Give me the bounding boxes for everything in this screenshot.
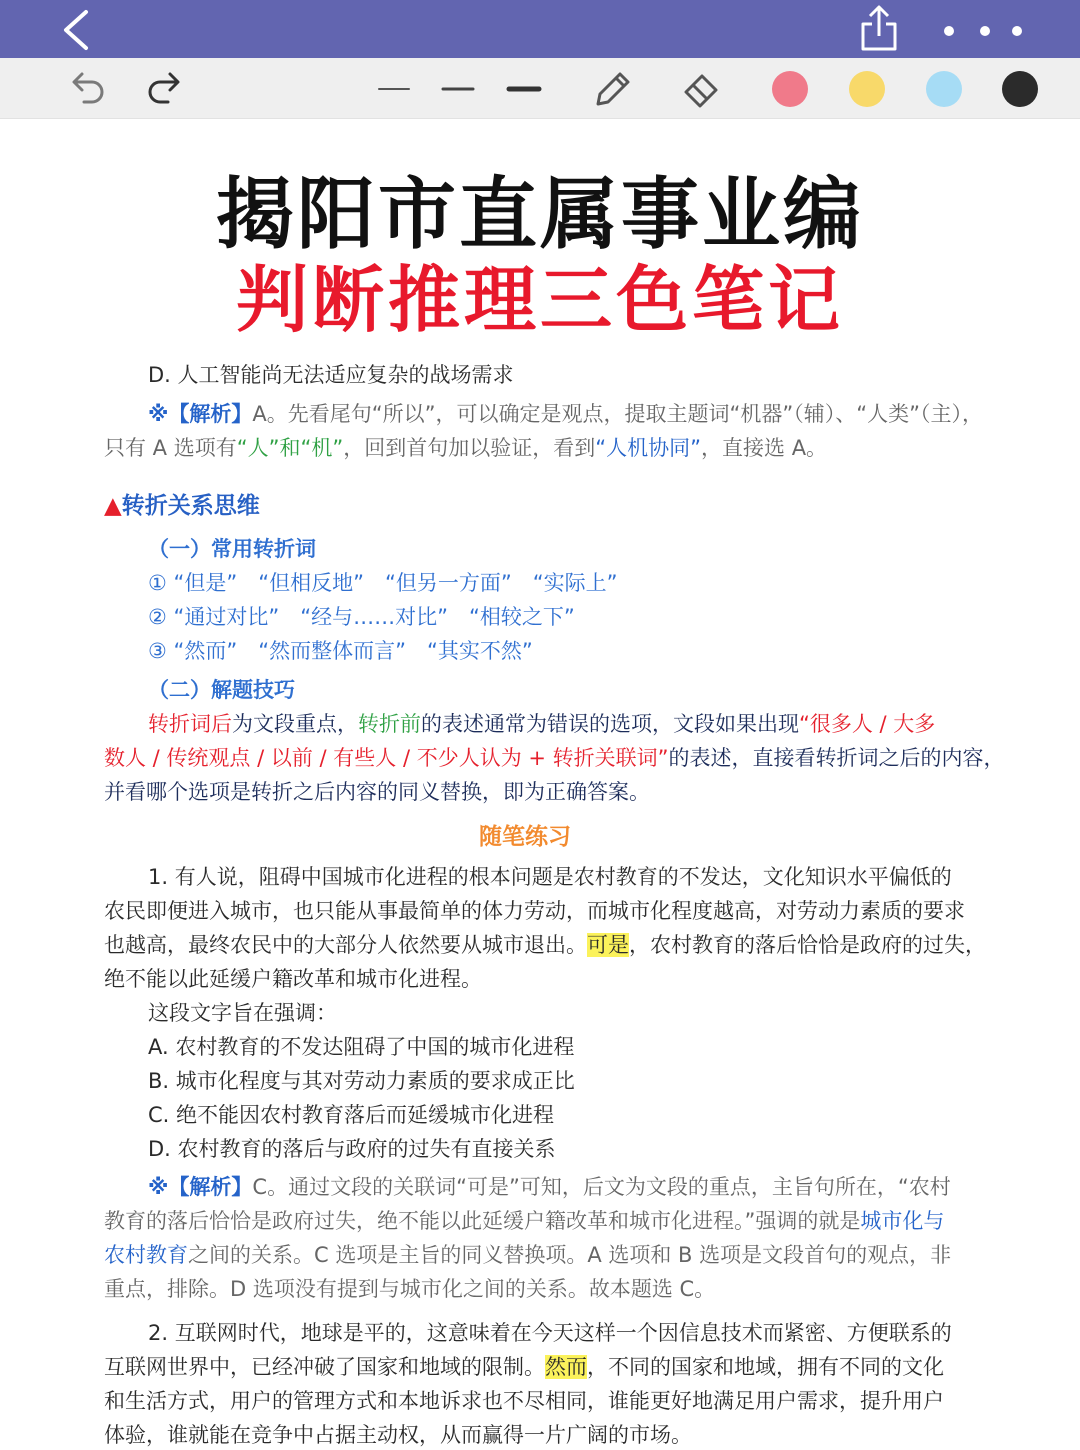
color-swatch-pink[interactable]: [772, 71, 808, 107]
technique-line1: 转折词后为文段重点，转折前的表述通常为错误的选项，文段如果出现“很多人 / 大多: [148, 712, 936, 736]
q2-line3: 和生活方式，用户的管理方式和本地诉求也不尽相同，谁能更好地满足用户需求，提升用户: [104, 1389, 944, 1413]
top-nav-bar: [0, 0, 1080, 58]
transition-words-item-1: ① “但是” “但相反地” “但另一方面” “实际上”: [148, 571, 618, 595]
analysis-tag: ※【解析】: [148, 1175, 253, 1199]
q1-option-a: A. 农村教育的不发达阻碍了中国的城市化进程: [148, 1035, 575, 1059]
q1-line4: 绝不能以此延缓户籍改革和城市化进程。: [104, 967, 482, 991]
eraser-icon[interactable]: [678, 68, 722, 108]
color-swatch-yellow[interactable]: [849, 71, 885, 107]
q2-line4: 体验，谁就能在竞争中占据主动权，从而赢得一片广阔的市场。: [104, 1423, 692, 1447]
q1-analysis-line1: ※【解析】C。通过文段的关联词“可是”可知，后文为文段的重点，主旨句所在，“农村: [148, 1175, 951, 1199]
annotation-toolbar: [0, 58, 1080, 119]
triangle-marker: ▲: [104, 493, 122, 519]
document-subtitle: 判断推理三色笔记: [235, 257, 844, 342]
q1-option-c: C. 绝不能因农村教育落后而延缓城市化进程: [148, 1103, 555, 1127]
q1-stem: 这段文字旨在强调：: [148, 1001, 337, 1025]
q1-analysis-line3: 农村教育之间的关系。C 选项是主旨的同义替换项。A 选项和 B 选项是文段首句的观点，非: [104, 1243, 952, 1267]
highlighted-word: 可是: [587, 933, 629, 957]
stroke-thick-icon[interactable]: [504, 68, 544, 108]
back-icon[interactable]: [58, 8, 98, 52]
stroke-medium-icon[interactable]: [438, 68, 478, 108]
stroke-thin-icon[interactable]: [374, 68, 414, 108]
pen-icon[interactable]: [590, 68, 634, 108]
q1-line3: 也越高，最终农民中的大部分人依然要从城市退出。可是，农村教育的落后恰恰是政府的过失，: [104, 933, 986, 957]
q0-analysis-line2: 只有 A 选项有“人”和“机”，回到首句加以验证，看到“人机协同”，直接选 A。: [104, 436, 828, 460]
q1-analysis-line4: 重点，排除。D 选项没有提到与城市化之间的关系。故本题选 C。: [104, 1277, 716, 1301]
q0-option-d: D. 人工智能尚无法适应复杂的战场需求: [148, 363, 514, 387]
share-icon[interactable]: [856, 4, 902, 54]
subsection-title-1: （一）常用转折词: [148, 537, 316, 561]
highlighted-word: 然而: [545, 1355, 587, 1379]
q1-analysis-line2: 教育的落后恰恰是政府过失，绝不能以此延缓户籍改革和城市化进程。”强调的就是城市化与: [104, 1209, 945, 1233]
q1-line1: 1. 有人说，阻碍中国城市化进程的根本问题是农村教育的不发达，文化知识水平偏低的: [148, 865, 952, 889]
color-swatch-light-blue[interactable]: [926, 71, 962, 107]
color-swatch-black[interactable]: [1002, 71, 1038, 107]
more-options-icon[interactable]: [938, 20, 1028, 42]
transition-words-item-3: ③ “然而” “然而整体而言” “其实不然”: [148, 639, 533, 663]
q1-option-b: B. 城市化程度与其对劳动力素质的要求成正比: [148, 1069, 575, 1093]
document-title: 揭阳市直属事业编: [215, 169, 864, 260]
technique-line2: 数人 / 传统观点 / 以前 / 有些人 / 不少人认为 + 转折关联词”的表述，直接看转折词之后的内容，: [104, 746, 1005, 770]
section-title: ▲转折关系思维: [104, 493, 260, 519]
redo-icon[interactable]: [142, 68, 186, 108]
technique-line3: 并看哪个选项是转折之后内容的同义替换，即为正确答案。: [104, 780, 650, 804]
undo-icon[interactable]: [66, 68, 110, 108]
document-page: [0, 118, 1080, 1447]
q1-option-d: D. 农村教育的落后与政府的过失有直接关系: [148, 1137, 556, 1161]
q1-line2: 农民即便进入城市，也只能从事最简单的体力劳动，而城市化程度越高，对劳动力素质的要求: [104, 899, 965, 923]
transition-words-item-2: ② “通过对比” “经与……对比” “相较之下”: [148, 605, 575, 629]
analysis-tag: ※【解析】: [148, 402, 253, 426]
q2-line1: 2. 互联网时代，地球是平的，这意味着在今天这样一个因信息技术而紧密、方便联系的: [148, 1321, 952, 1345]
q0-analysis-line1: ※【解析】A。先看尾句“所以”，可以确定是观点，提取主题词“机器”（辅）、“人类”（主），: [148, 402, 984, 426]
q2-line2: 互联网世界中，已经冲破了国家和地域的限制。然而，不同的国家和地域，拥有不同的文化: [104, 1355, 944, 1379]
subsection-title-2: （二）解题技巧: [148, 678, 295, 702]
practice-title: 随笔练习: [479, 824, 571, 850]
